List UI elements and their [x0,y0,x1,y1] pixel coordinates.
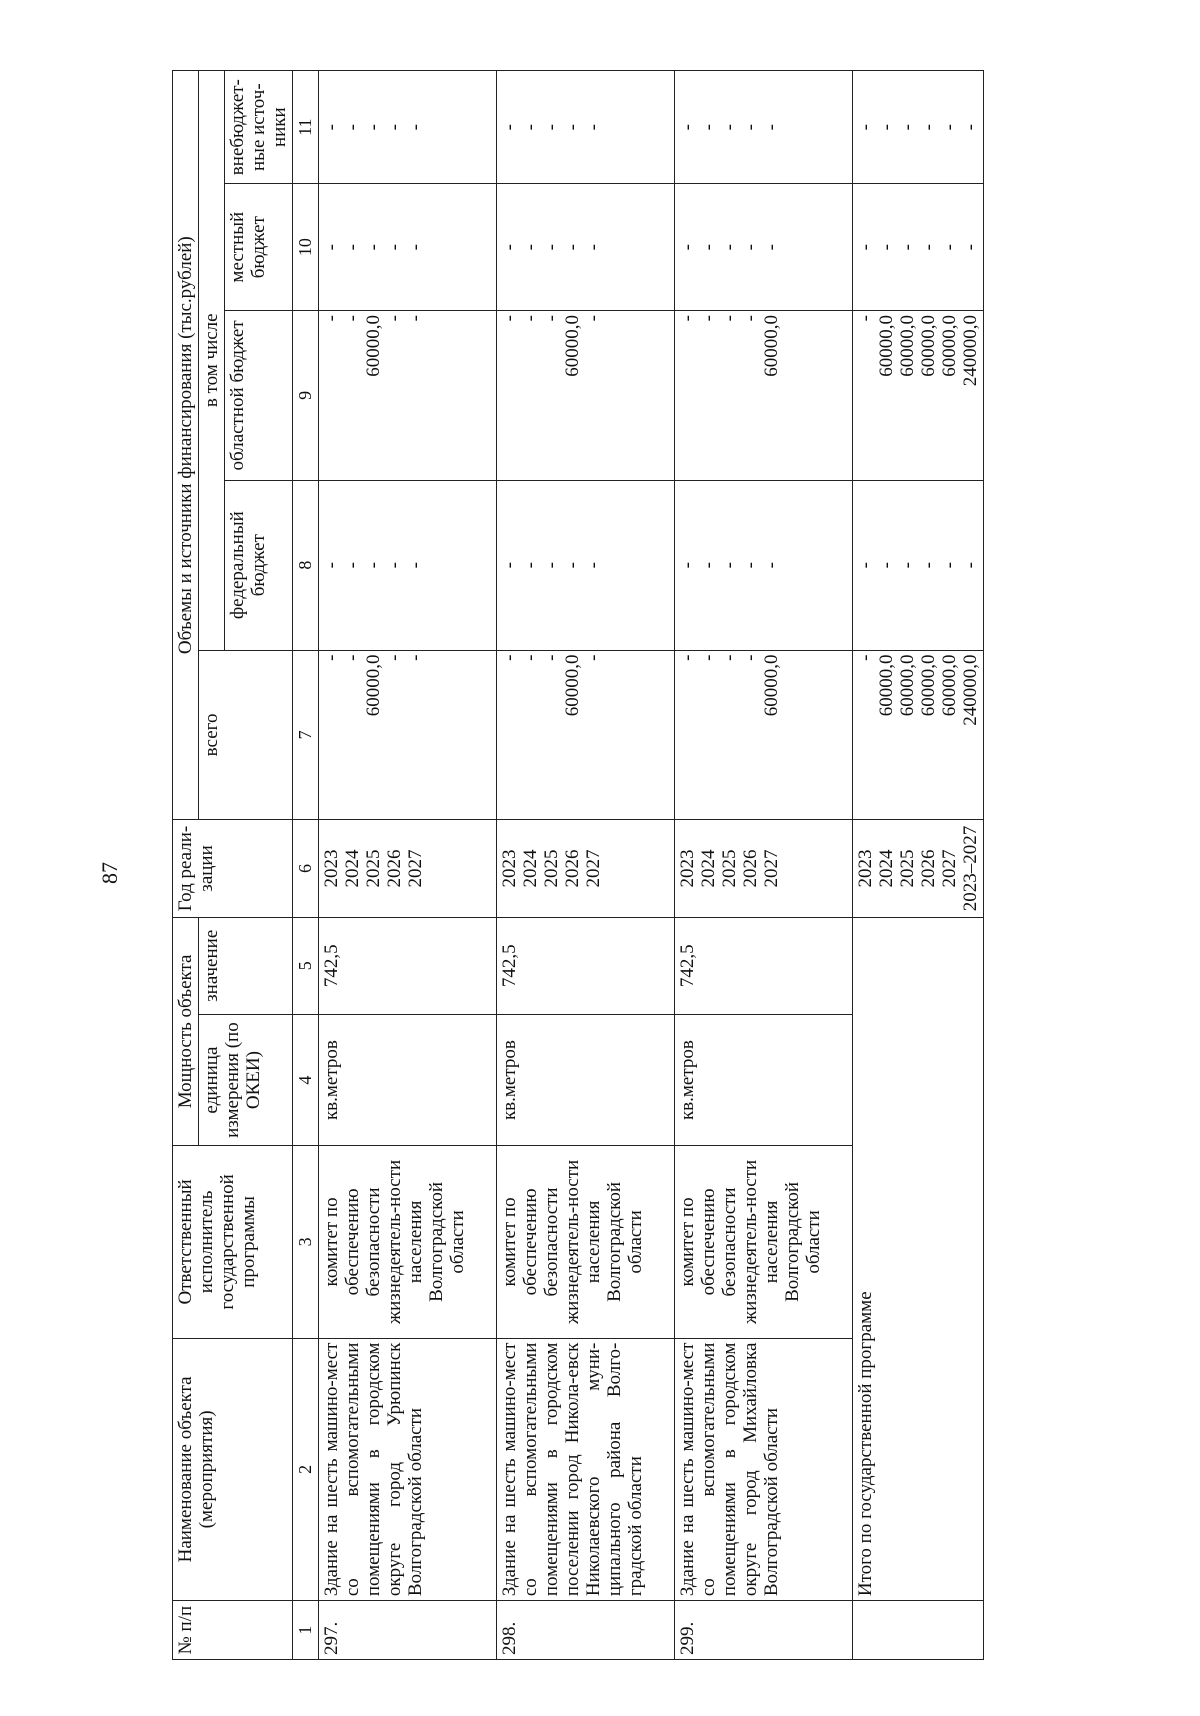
total-year-value: 2023 [855,849,876,888]
extra-value: - [740,123,761,131]
column-number: 11 [293,71,319,184]
total-regional-value: 240000,0 [960,315,981,387]
local-value: - [384,244,405,251]
total [675,650,853,820]
extra-value: - [520,123,541,131]
local [497,184,675,311]
table-row [675,71,853,1660]
total-value: - [583,654,604,661]
federal-value: - [677,562,698,569]
regional-value: 60000,0 [562,315,583,377]
col-header-year: Год реали-зации [173,820,293,917]
total-federal-value: - [876,562,897,569]
federal-value: - [499,562,520,569]
column-number: 4 [293,1014,319,1145]
extra-value: - [583,123,604,131]
total [497,650,675,820]
year-value: 2025 [363,849,384,888]
column-number: 9 [293,311,319,481]
row-number: 299. [675,1601,853,1660]
extra-value: - [363,123,384,131]
extra-value: - [677,123,698,131]
total-local-value: - [897,244,918,251]
regional [675,311,853,481]
col-header-regional: областной бюджет [225,311,293,481]
year-value: 2025 [719,849,740,888]
total-extra-value: - [918,123,939,131]
object-name: Здание на шесть машино-мест со вспомогательными помещениями в городском округе город Михайловка Волгоградской области [675,1338,853,1601]
table-body [319,71,984,1660]
regional-value: - [541,315,562,322]
total-extra [853,71,984,184]
federal [319,480,497,650]
total-value: - [740,654,761,661]
extra-value: - [562,123,583,131]
total-sum-value: 60000,0 [876,654,897,717]
year-value: 2027 [583,849,604,888]
regional-value: - [583,315,604,322]
regional-value: - [520,315,541,322]
total-extra-value: - [960,123,981,131]
total-year [853,820,984,917]
regional [319,311,497,481]
federal-value: - [405,562,426,569]
col-header-total: всего [199,650,293,820]
col-header-executor: Ответственный исполнитель государственной программы [173,1146,293,1338]
year-value: 2026 [562,849,583,888]
regional-value: - [677,315,698,322]
col-header-local: местный бюджет [225,184,293,311]
extra [319,71,497,184]
local [319,184,497,311]
total-year-value: 2025 [897,849,918,888]
total-regional-value: - [855,315,876,322]
total-value: 60000,0 [562,654,583,717]
local-value: - [677,244,698,251]
extra-value: - [719,123,740,131]
federal [497,480,675,650]
total-local-value: - [960,244,981,251]
total-local-value: - [918,244,939,251]
col-header-value: значение [199,917,293,1014]
rotated-page [172,70,1072,1660]
year-value: 2027 [761,849,782,888]
federal-value: - [698,562,719,569]
total-sum [853,650,984,820]
row-number: 298. [497,1601,675,1660]
capacity-value: 742,5 [675,917,853,1014]
total-value: - [384,654,405,661]
col-header-capacity: Мощность объекта [173,917,199,1146]
total-extra-value: - [897,123,918,131]
federal-value: - [562,562,583,569]
regional-value: 60000,0 [761,315,782,377]
regional-value: - [342,315,363,322]
col-header-funding: Объемы и источники финансирования (тыс.рублей) [173,71,199,820]
total-sum-value: 240000,0 [960,654,981,726]
total-value: - [321,654,342,661]
federal-value: - [583,562,604,569]
total-local [853,184,984,311]
capacity-value: 742,5 [497,917,675,1014]
total-regional [853,311,984,481]
year-value: 2026 [384,849,405,888]
regional-value: - [321,315,342,322]
table-row [319,71,497,1660]
total-local-value: - [876,244,897,251]
col-header-num: № п/п [173,1601,293,1660]
local-value: - [698,244,719,251]
local-value: - [583,244,604,251]
regional-value: - [698,315,719,322]
column-number: 5 [293,917,319,1014]
total-regional-value: 60000,0 [918,315,939,377]
total-federal [853,480,984,650]
local-value: - [719,244,740,251]
regional-value: - [384,315,405,322]
year-value: 2023 [499,849,520,888]
col-header-name: Наименование объекта (мероприятия) [173,1338,293,1601]
total-value: 60000,0 [363,654,384,717]
year [319,820,497,917]
financing-table [172,70,984,1660]
year-value: 2024 [342,849,363,888]
total-value: - [698,654,719,661]
total-value: - [342,654,363,661]
total [319,650,497,820]
row-number: 297. [319,1601,497,1660]
total-federal-value: - [897,562,918,569]
unit: кв.метров [497,1014,675,1145]
year-value: 2026 [740,849,761,888]
total-federal-value: - [960,562,981,569]
year [497,820,675,917]
regional-value: - [740,315,761,322]
extra-value: - [405,123,426,131]
total-federal-value: - [855,562,876,569]
federal-value: - [520,562,541,569]
total-regional-value: 60000,0 [939,315,960,377]
federal-value: - [719,562,740,569]
federal-value: - [342,562,363,569]
year-value: 2025 [541,849,562,888]
local-value: - [541,244,562,251]
page-number: 87 [97,862,122,884]
column-number: 1 [293,1601,319,1660]
local-value: - [321,244,342,251]
local-value: - [520,244,541,251]
extra-value: - [761,123,782,131]
year [675,820,853,917]
total-year-value: 2024 [876,849,897,888]
column-number: 7 [293,650,319,820]
column-number: 3 [293,1146,319,1338]
capacity-value: 742,5 [319,917,497,1014]
extra-value: - [499,123,520,131]
total-value: - [520,654,541,661]
executor: комитет по обеспечению безопасности жизнедеятель-ности населения Волгоградской области [675,1146,853,1338]
year-value: 2024 [698,849,719,888]
total-value: - [541,654,562,661]
year-value: 2023 [677,849,698,888]
unit: кв.метров [319,1014,497,1145]
total-value: 60000,0 [761,654,782,717]
total-sum-value: 60000,0 [918,654,939,717]
total-value: - [405,654,426,661]
total-value: - [677,654,698,661]
total-year-value: 2027 [939,849,960,888]
federal-value: - [761,562,782,569]
column-number: 2 [293,1338,319,1601]
total-number-cell [853,1601,984,1660]
year-value: 2023 [321,849,342,888]
executor: комитет по обеспечению безопасности жизнедеятель-ности населения Волгоградской области [497,1146,675,1338]
total-regional-value: 60000,0 [897,315,918,377]
col-header-federal: федеральный бюджет [225,480,293,650]
executor: комитет по обеспечению безопасности жизнедеятель-ности населения Волгоградской области [319,1146,497,1338]
total-value: - [499,654,520,661]
federal-value: - [384,562,405,569]
column-number: 8 [293,480,319,650]
object-name: Здание на шесть машино-мест со вспомогательными помещениями в городском поселении город Никола-евск Николаевского муни-ципального района Волго-градской области [497,1338,675,1601]
col-header-including: в том числе [199,71,225,651]
extra-value: - [321,123,342,131]
federal-value: - [321,562,342,569]
local-value: - [342,244,363,251]
total-local-value: - [939,244,960,251]
local-value: - [562,244,583,251]
column-number: 10 [293,184,319,311]
object-name: Здание на шесть машино-мест со вспомогательными помещениями в городском округе город Урюпинск Волгоградской области [319,1338,497,1601]
table-row [497,71,675,1660]
total-sum-value: 60000,0 [939,654,960,717]
total-year-value: 2026 [918,849,939,888]
regional [497,311,675,481]
extra-value: - [698,123,719,131]
regional-value: 60000,0 [363,315,384,377]
year-value: 2027 [405,849,426,888]
local-value: - [363,244,384,251]
total-sum-value: 60000,0 [897,654,918,717]
total-year-value: 2023–2027 [960,825,981,912]
col-header-unit: единица измерения (по ОКЕИ) [199,1014,293,1145]
regional-value: - [405,315,426,322]
federal-value: - [740,562,761,569]
extra-value: - [384,123,405,131]
year-value: 2024 [520,849,541,888]
extra-value: - [541,123,562,131]
local-value: - [761,244,782,251]
total-regional-value: 60000,0 [876,315,897,377]
local [675,184,853,311]
regional-value: - [719,315,740,322]
federal [675,480,853,650]
total-extra-value: - [939,123,960,131]
total-federal-value: - [918,562,939,569]
total-label: Итого по государственной программе [853,917,984,1601]
unit: кв.метров [675,1014,853,1145]
total-row [853,71,984,1660]
federal-value: - [363,562,384,569]
total-extra-value: - [876,123,897,131]
extra [497,71,675,184]
total-sum-value: - [855,654,876,661]
total-federal-value: - [939,562,960,569]
federal-value: - [541,562,562,569]
regional-value: - [499,315,520,322]
local-value: - [405,244,426,251]
local-value: - [499,244,520,251]
total-extra-value: - [855,123,876,131]
total-value: - [719,654,740,661]
extra-value: - [342,123,363,131]
total-local-value: - [855,244,876,251]
col-header-extra: внебюджет-ные источ-ники [225,71,293,184]
column-number: 6 [293,820,319,917]
extra [675,71,853,184]
local-value: - [740,244,761,251]
